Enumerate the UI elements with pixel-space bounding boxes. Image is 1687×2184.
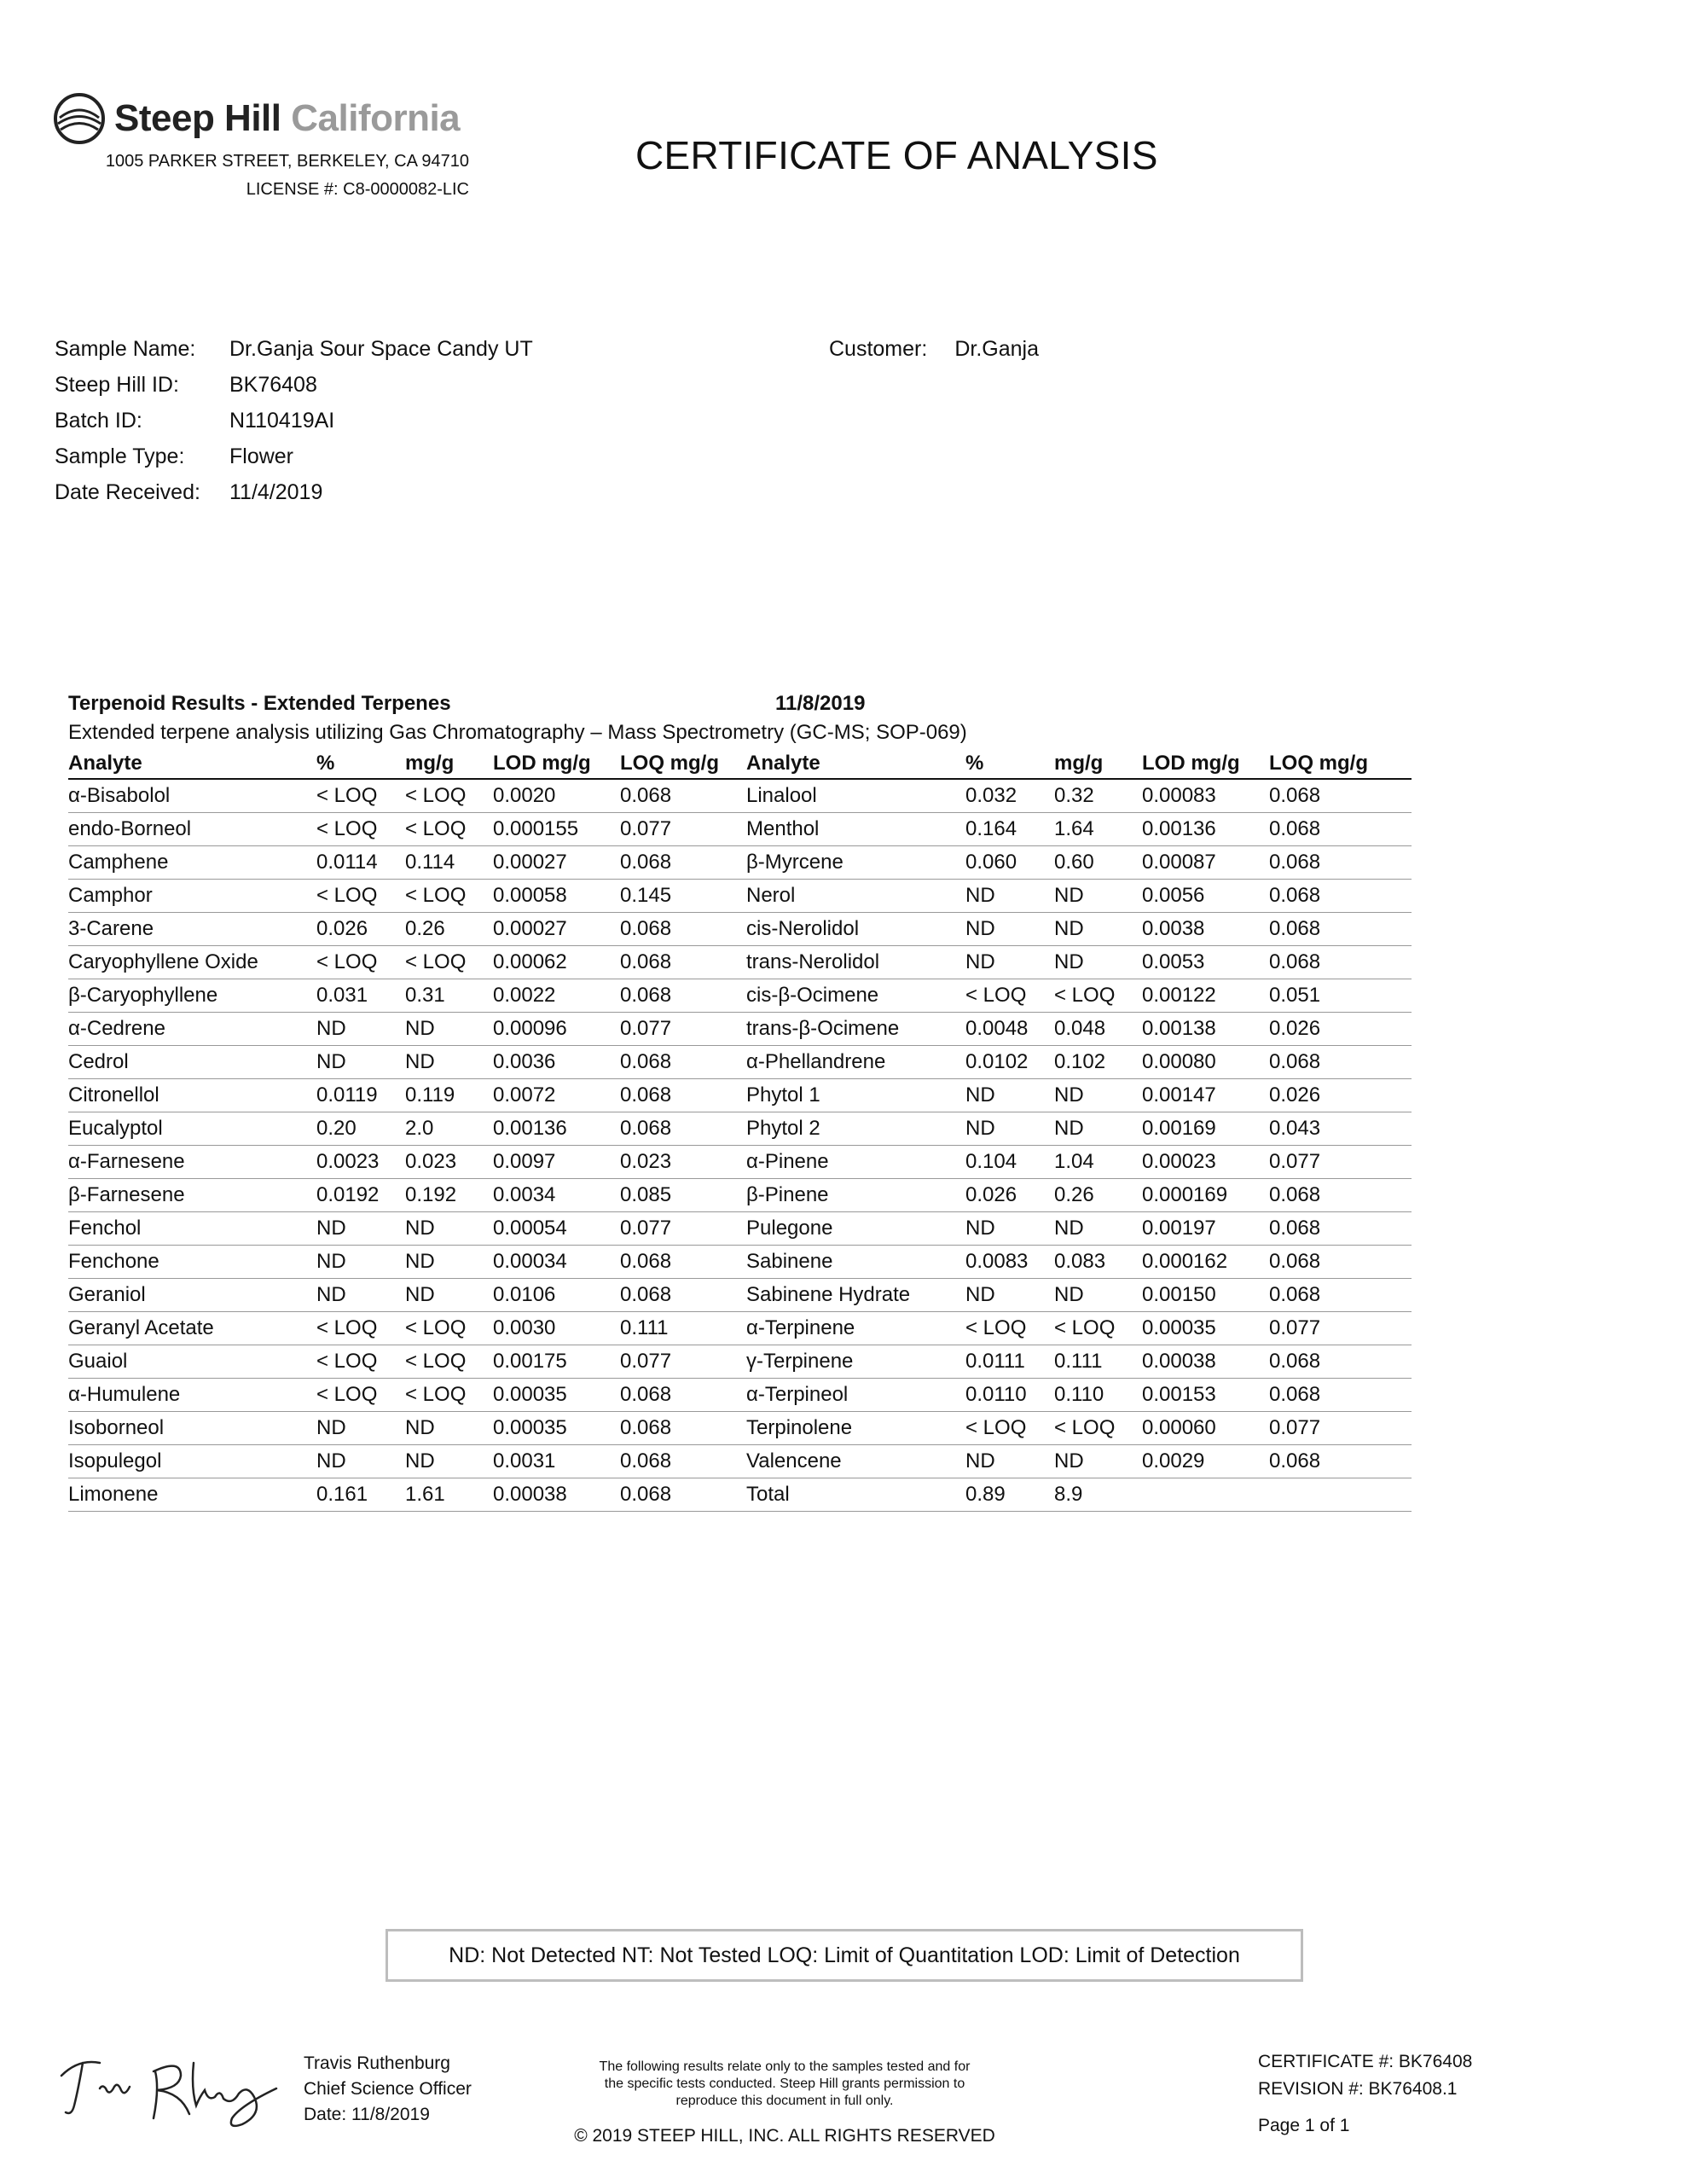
value-cell: 0.077 [1269, 1312, 1412, 1345]
value-cell: ND [1054, 1079, 1142, 1112]
steep-hill-id-value: BK76408 [229, 373, 317, 397]
value-cell: 0.026 [1269, 1013, 1412, 1046]
value-cell: 0.00136 [1142, 813, 1269, 846]
value-cell: 0.00096 [493, 1013, 620, 1046]
value-cell: < LOQ [1054, 1312, 1142, 1345]
value-cell: 0.00169 [1142, 1112, 1269, 1146]
value-cell: < LOQ [316, 779, 405, 813]
analyte-cell: β-Pinene [746, 1179, 965, 1212]
value-cell: 0.00138 [1142, 1013, 1269, 1046]
value-cell: 0.000162 [1142, 1246, 1269, 1279]
value-cell: 0.00058 [493, 880, 620, 913]
analyte-cell: Camphor [68, 880, 316, 913]
value-cell: 0.068 [620, 1279, 746, 1312]
value-cell: 0.0029 [1142, 1445, 1269, 1478]
value-cell: ND [965, 946, 1054, 979]
value-cell: 0.00054 [493, 1212, 620, 1246]
value-cell: 0.026 [1269, 1079, 1412, 1112]
value-cell: 0.068 [1269, 913, 1412, 946]
value-cell: 0.0072 [493, 1079, 620, 1112]
value-cell: 0.31 [405, 979, 493, 1013]
value-cell: 0.000169 [1142, 1179, 1269, 1212]
column-header: LOD mg/g [1142, 749, 1269, 779]
logo-word-california: California [291, 97, 461, 139]
column-header: mg/g [405, 749, 493, 779]
table-row [68, 913, 1412, 946]
value-cell: 0.068 [1269, 1445, 1412, 1478]
value-cell: 0.077 [620, 1212, 746, 1246]
value-cell: ND [1054, 880, 1142, 913]
value-cell: 0.00027 [493, 913, 620, 946]
batch-id-value: N110419AI [229, 409, 335, 433]
value-cell: ND [1054, 1112, 1142, 1146]
value-cell: 0.00136 [493, 1112, 620, 1146]
value-cell: 0.161 [316, 1478, 405, 1512]
value-cell: ND [405, 1445, 493, 1478]
value-cell: 0.0030 [493, 1312, 620, 1345]
value-cell: ND [316, 1046, 405, 1079]
value-cell: 0.068 [1269, 1345, 1412, 1379]
analyte-cell: Total [746, 1478, 965, 1512]
value-cell: 0.0111 [965, 1345, 1054, 1379]
value-cell: < LOQ [405, 1379, 493, 1412]
sample-type-label: Sample Type: [55, 444, 185, 468]
value-cell: < LOQ [405, 779, 493, 813]
table-row [68, 880, 1412, 913]
value-cell: 0.068 [620, 1112, 746, 1146]
table-row [68, 1412, 1412, 1445]
signer-name: Travis Ruthenburg [304, 2053, 450, 2073]
analyte-cell: Cedrol [68, 1046, 316, 1079]
analyte-cell: Sabinene [746, 1246, 965, 1279]
analyte-cell: Phytol 2 [746, 1112, 965, 1146]
batch-id-label: Batch ID: [55, 409, 142, 433]
sample-type-value: Flower [229, 444, 294, 468]
document-title: CERTIFICATE OF ANALYSIS [635, 133, 1158, 177]
analyte-cell: α-Terpinene [746, 1312, 965, 1345]
analyte-cell: Guaiol [68, 1345, 316, 1379]
analyte-cell: α-Phellandrene [746, 1046, 965, 1079]
value-cell: 0.0022 [493, 979, 620, 1013]
value-cell: 0.192 [405, 1179, 493, 1212]
value-cell: 0.145 [620, 880, 746, 913]
analyte-cell: α-Bisabolol [68, 779, 316, 813]
table-row [68, 1179, 1412, 1212]
value-cell: ND [965, 1079, 1054, 1112]
value-cell: 0.89 [965, 1478, 1054, 1512]
signer-date: Date: 11/8/2019 [304, 2105, 430, 2124]
value-cell: 0.068 [1269, 1046, 1412, 1079]
value-cell: 0.0119 [316, 1079, 405, 1112]
value-cell: 0.043 [1269, 1112, 1412, 1146]
value-cell: 0.0106 [493, 1279, 620, 1312]
analyte-cell: Sabinene Hydrate [746, 1279, 965, 1312]
value-cell: 0.00083 [1142, 779, 1269, 813]
steep-hill-id-label: Steep Hill ID: [55, 373, 179, 397]
value-cell: 0.00034 [493, 1246, 620, 1279]
column-header: Analyte [68, 749, 316, 779]
value-cell: 0.068 [1269, 846, 1412, 880]
table-row [68, 1246, 1412, 1279]
value-cell: 0.068 [620, 1412, 746, 1445]
analyte-cell: Geraniol [68, 1279, 316, 1312]
value-cell: 0.068 [620, 979, 746, 1013]
value-cell: 0.068 [620, 779, 746, 813]
signature-image [53, 2037, 283, 2131]
value-cell: 1.61 [405, 1478, 493, 1512]
value-cell: 0.00035 [1142, 1312, 1269, 1345]
table-body [68, 779, 1412, 1512]
value-cell: 0.083 [1054, 1246, 1142, 1279]
value-cell: 0.068 [620, 1246, 746, 1279]
table-row [68, 1312, 1412, 1345]
results-section-title: Terpenoid Results - Extended Terpenes [68, 692, 451, 715]
value-cell: 0.00147 [1142, 1079, 1269, 1112]
value-cell: 0.00035 [493, 1412, 620, 1445]
value-cell: 0.077 [620, 813, 746, 846]
value-cell: 0.0110 [965, 1379, 1054, 1412]
analyte-cell: α-Cedrene [68, 1013, 316, 1046]
value-cell: ND [316, 1279, 405, 1312]
value-cell: 0.026 [316, 913, 405, 946]
analyte-cell: β-Farnesene [68, 1179, 316, 1212]
column-header: LOQ mg/g [620, 749, 746, 779]
table-row [68, 1112, 1412, 1146]
value-cell: 1.04 [1054, 1146, 1142, 1179]
value-cell: ND [316, 1445, 405, 1478]
analyte-cell: Fenchol [68, 1212, 316, 1246]
analyte-cell: Isopulegol [68, 1445, 316, 1478]
analyte-cell: endo-Borneol [68, 813, 316, 846]
value-cell: 0.068 [1269, 1179, 1412, 1212]
lab-license: LICENSE #: C8-0000082-LIC [246, 180, 469, 199]
value-cell: 0.023 [620, 1146, 746, 1179]
value-cell: 0.0036 [493, 1046, 620, 1079]
value-cell: 0.00060 [1142, 1412, 1269, 1445]
signer-block [304, 2051, 472, 2128]
analyte-cell: Geranyl Acetate [68, 1312, 316, 1345]
customer-label: Customer: [829, 337, 928, 361]
analyte-cell: α-Terpineol [746, 1379, 965, 1412]
value-cell: < LOQ [316, 1312, 405, 1345]
value-cell: 0.60 [1054, 846, 1142, 880]
value-cell: 0.0031 [493, 1445, 620, 1478]
column-header: % [316, 749, 405, 779]
table-row [68, 1345, 1412, 1379]
value-cell: 0.00153 [1142, 1379, 1269, 1412]
value-cell: 0.114 [405, 846, 493, 880]
value-cell: 0.111 [1054, 1345, 1142, 1379]
value-cell: 0.0102 [965, 1046, 1054, 1079]
analyte-cell: Valencene [746, 1445, 965, 1478]
analyte-cell: 3-Carene [68, 913, 316, 946]
value-cell: < LOQ [405, 1345, 493, 1379]
value-cell: 0.0023 [316, 1146, 405, 1179]
table-row [68, 1379, 1412, 1412]
value-cell: 0.031 [316, 979, 405, 1013]
table-row [68, 1046, 1412, 1079]
value-cell: 2.0 [405, 1112, 493, 1146]
sample-info [55, 337, 533, 505]
table-row [68, 1079, 1412, 1112]
value-cell: 0.000155 [493, 813, 620, 846]
value-cell: ND [316, 1412, 405, 1445]
value-cell: 0.32 [1054, 779, 1142, 813]
certificate-meta [1258, 2048, 1472, 2103]
value-cell: ND [1054, 913, 1142, 946]
analyte-cell: β-Myrcene [746, 846, 965, 880]
value-cell: 0.085 [620, 1179, 746, 1212]
table-row [68, 1212, 1412, 1246]
value-cell: ND [1054, 946, 1142, 979]
value-cell: 0.00062 [493, 946, 620, 979]
analyte-cell: Limonene [68, 1478, 316, 1512]
value-cell: 0.00087 [1142, 846, 1269, 880]
value-cell: 0.032 [965, 779, 1054, 813]
value-cell: ND [405, 1279, 493, 1312]
analyte-cell: Terpinolene [746, 1412, 965, 1445]
value-cell: 0.00035 [493, 1379, 620, 1412]
value-cell: 0.00038 [493, 1478, 620, 1512]
table-row [68, 1146, 1412, 1179]
value-cell: < LOQ [316, 1345, 405, 1379]
value-cell: 0.164 [965, 813, 1054, 846]
value-cell: < LOQ [405, 880, 493, 913]
sample-name-value: Dr.Ganja Sour Space Candy UT [229, 337, 533, 361]
value-cell: 0.068 [620, 1478, 746, 1512]
analyte-cell: Pulegone [746, 1212, 965, 1246]
value-cell: 0.00038 [1142, 1345, 1269, 1379]
value-cell: 8.9 [1054, 1478, 1142, 1512]
value-cell: 0.0053 [1142, 946, 1269, 979]
value-cell: 0.119 [405, 1079, 493, 1112]
value-cell: ND [405, 1412, 493, 1445]
signer-title: Chief Science Officer [304, 2079, 472, 2099]
value-cell [1142, 1478, 1269, 1512]
steep-hill-logo-icon [53, 92, 106, 145]
value-cell: 0.077 [1269, 1146, 1412, 1179]
value-cell: < LOQ [405, 1312, 493, 1345]
value-cell: 0.068 [620, 1046, 746, 1079]
value-cell: 0.060 [965, 846, 1054, 880]
value-cell: ND [405, 1013, 493, 1046]
value-cell: 0.104 [965, 1146, 1054, 1179]
value-cell: 0.00122 [1142, 979, 1269, 1013]
value-cell: < LOQ [965, 1412, 1054, 1445]
analyte-cell: α-Pinene [746, 1146, 965, 1179]
date-received-label: Date Received: [55, 480, 200, 504]
analyte-cell: Menthol [746, 813, 965, 846]
value-cell: 0.068 [1269, 813, 1412, 846]
table-header-row [68, 749, 1412, 779]
date-received-value: 11/4/2019 [229, 480, 323, 504]
value-cell: 0.026 [965, 1179, 1054, 1212]
value-cell: 0.068 [1269, 1212, 1412, 1246]
value-cell: ND [405, 1046, 493, 1079]
value-cell: 0.0192 [316, 1179, 405, 1212]
value-cell: 0.00023 [1142, 1146, 1269, 1179]
analyte-cell: cis-β-Ocimene [746, 979, 965, 1013]
disclaimer-line: reproduce this document in full only. [675, 2094, 894, 2108]
value-cell: ND [965, 880, 1054, 913]
value-cell: 1.64 [1054, 813, 1142, 846]
value-cell: < LOQ [405, 813, 493, 846]
abbreviation-legend: ND: Not Detected NT: Not Tested LOQ: Limit of Quantitation LOD: Limit of Detection [386, 1929, 1303, 1982]
table-row [68, 1478, 1412, 1512]
customer-info [829, 337, 1039, 362]
results-table [68, 749, 1412, 1512]
column-header: mg/g [1054, 749, 1142, 779]
lab-address: 1005 PARKER STREET, BERKELEY, CA 94710 [105, 152, 469, 171]
value-cell: 0.077 [620, 1345, 746, 1379]
copyright: © 2019 STEEP HILL, INC. ALL RIGHTS RESERVED [574, 2126, 995, 2146]
analyte-cell: Eucalyptol [68, 1112, 316, 1146]
value-cell: ND [965, 1212, 1054, 1246]
value-cell: ND [405, 1246, 493, 1279]
value-cell: < LOQ [316, 813, 405, 846]
analyte-cell: Isoborneol [68, 1412, 316, 1445]
analyte-cell: α-Humulene [68, 1379, 316, 1412]
value-cell: 0.068 [620, 846, 746, 880]
value-cell: ND [316, 1246, 405, 1279]
value-cell: < LOQ [405, 946, 493, 979]
value-cell: < LOQ [316, 946, 405, 979]
value-cell: 0.0038 [1142, 913, 1269, 946]
value-cell: 0.0034 [493, 1179, 620, 1212]
value-cell: 0.00027 [493, 846, 620, 880]
value-cell: 0.068 [1269, 880, 1412, 913]
value-cell: 0.068 [620, 946, 746, 979]
value-cell: 0.051 [1269, 979, 1412, 1013]
value-cell [1269, 1478, 1412, 1512]
disclaimer [546, 2059, 1023, 2110]
value-cell: 0.023 [405, 1146, 493, 1179]
value-cell: 0.110 [1054, 1379, 1142, 1412]
value-cell: 0.068 [620, 1445, 746, 1478]
column-header: LOD mg/g [493, 749, 620, 779]
sample-name-label: Sample Name: [55, 337, 196, 361]
value-cell: 0.00197 [1142, 1212, 1269, 1246]
analyte-cell: γ-Terpinene [746, 1345, 965, 1379]
value-cell: 0.00150 [1142, 1279, 1269, 1312]
value-cell: 0.20 [316, 1112, 405, 1146]
table-row [68, 946, 1412, 979]
value-cell: 0.077 [1269, 1412, 1412, 1445]
value-cell: 0.068 [1269, 946, 1412, 979]
analyte-cell: β-Caryophyllene [68, 979, 316, 1013]
value-cell: 0.068 [620, 1379, 746, 1412]
column-header: % [965, 749, 1054, 779]
value-cell: ND [1054, 1279, 1142, 1312]
value-cell: ND [965, 1445, 1054, 1478]
table-row [68, 1279, 1412, 1312]
table-row [68, 813, 1412, 846]
value-cell: 0.068 [1269, 1246, 1412, 1279]
analyte-cell: Camphene [68, 846, 316, 880]
analyte-cell: trans-Nerolidol [746, 946, 965, 979]
value-cell: ND [965, 1279, 1054, 1312]
value-cell: 0.102 [1054, 1046, 1142, 1079]
value-cell: 0.068 [620, 1079, 746, 1112]
value-cell: < LOQ [1054, 1412, 1142, 1445]
value-cell: 0.26 [1054, 1179, 1142, 1212]
value-cell: 0.0020 [493, 779, 620, 813]
results-date: 11/8/2019 [775, 692, 866, 715]
company-logo [53, 92, 460, 145]
table-row [68, 779, 1412, 813]
value-cell: 0.0056 [1142, 880, 1269, 913]
table-row [68, 1013, 1412, 1046]
method-description: Extended terpene analysis utilizing Gas Chromatography – Mass Spectrometry (GC-MS; SOP-069) [68, 721, 967, 744]
value-cell: 0.048 [1054, 1013, 1142, 1046]
value-cell: 0.068 [620, 913, 746, 946]
logo-word-steep-hill: Steep Hill [114, 97, 281, 139]
revision-number: REVISION #: BK76408.1 [1258, 2079, 1458, 2099]
value-cell: 0.0083 [965, 1246, 1054, 1279]
value-cell: 0.26 [405, 913, 493, 946]
value-cell: ND [316, 1212, 405, 1246]
value-cell: ND [965, 1112, 1054, 1146]
value-cell: ND [405, 1212, 493, 1246]
column-header: Analyte [746, 749, 965, 779]
value-cell: 0.077 [620, 1013, 746, 1046]
disclaimer-line: The following results relate only to the samples tested and for [599, 2059, 971, 2074]
analyte-cell: Citronellol [68, 1079, 316, 1112]
terpenoid-results [68, 692, 1412, 1512]
value-cell: < LOQ [965, 979, 1054, 1013]
value-cell: < LOQ [1054, 979, 1142, 1013]
table-row [68, 1445, 1412, 1478]
value-cell: 0.0048 [965, 1013, 1054, 1046]
value-cell: ND [965, 913, 1054, 946]
analyte-cell: Nerol [746, 880, 965, 913]
analyte-cell: Phytol 1 [746, 1079, 965, 1112]
analyte-cell: trans-β-Ocimene [746, 1013, 965, 1046]
value-cell: ND [1054, 1445, 1142, 1478]
value-cell: 0.068 [1269, 1279, 1412, 1312]
table-row [68, 979, 1412, 1013]
page-number: Page 1 of 1 [1258, 2116, 1350, 2135]
analyte-cell: Linalool [746, 779, 965, 813]
table-row [68, 846, 1412, 880]
value-cell: ND [1054, 1212, 1142, 1246]
disclaimer-line: the specific tests conducted. Steep Hill grants permission to [604, 2077, 965, 2091]
value-cell: 0.00175 [493, 1345, 620, 1379]
value-cell: 0.111 [620, 1312, 746, 1345]
value-cell: < LOQ [316, 1379, 405, 1412]
value-cell: 0.0097 [493, 1146, 620, 1179]
value-cell: 0.00080 [1142, 1046, 1269, 1079]
value-cell: 0.0114 [316, 846, 405, 880]
value-cell: ND [316, 1013, 405, 1046]
analyte-cell: cis-Nerolidol [746, 913, 965, 946]
value-cell: < LOQ [965, 1312, 1054, 1345]
column-header: LOQ mg/g [1269, 749, 1412, 779]
analyte-cell: Caryophyllene Oxide [68, 946, 316, 979]
customer-value: Dr.Ganja [954, 337, 1039, 361]
value-cell: 0.068 [1269, 1379, 1412, 1412]
analyte-cell: α-Farnesene [68, 1146, 316, 1179]
value-cell: < LOQ [316, 880, 405, 913]
analyte-cell: Fenchone [68, 1246, 316, 1279]
certificate-number: CERTIFICATE #: BK76408 [1258, 2052, 1473, 2071]
value-cell: 0.068 [1269, 779, 1412, 813]
